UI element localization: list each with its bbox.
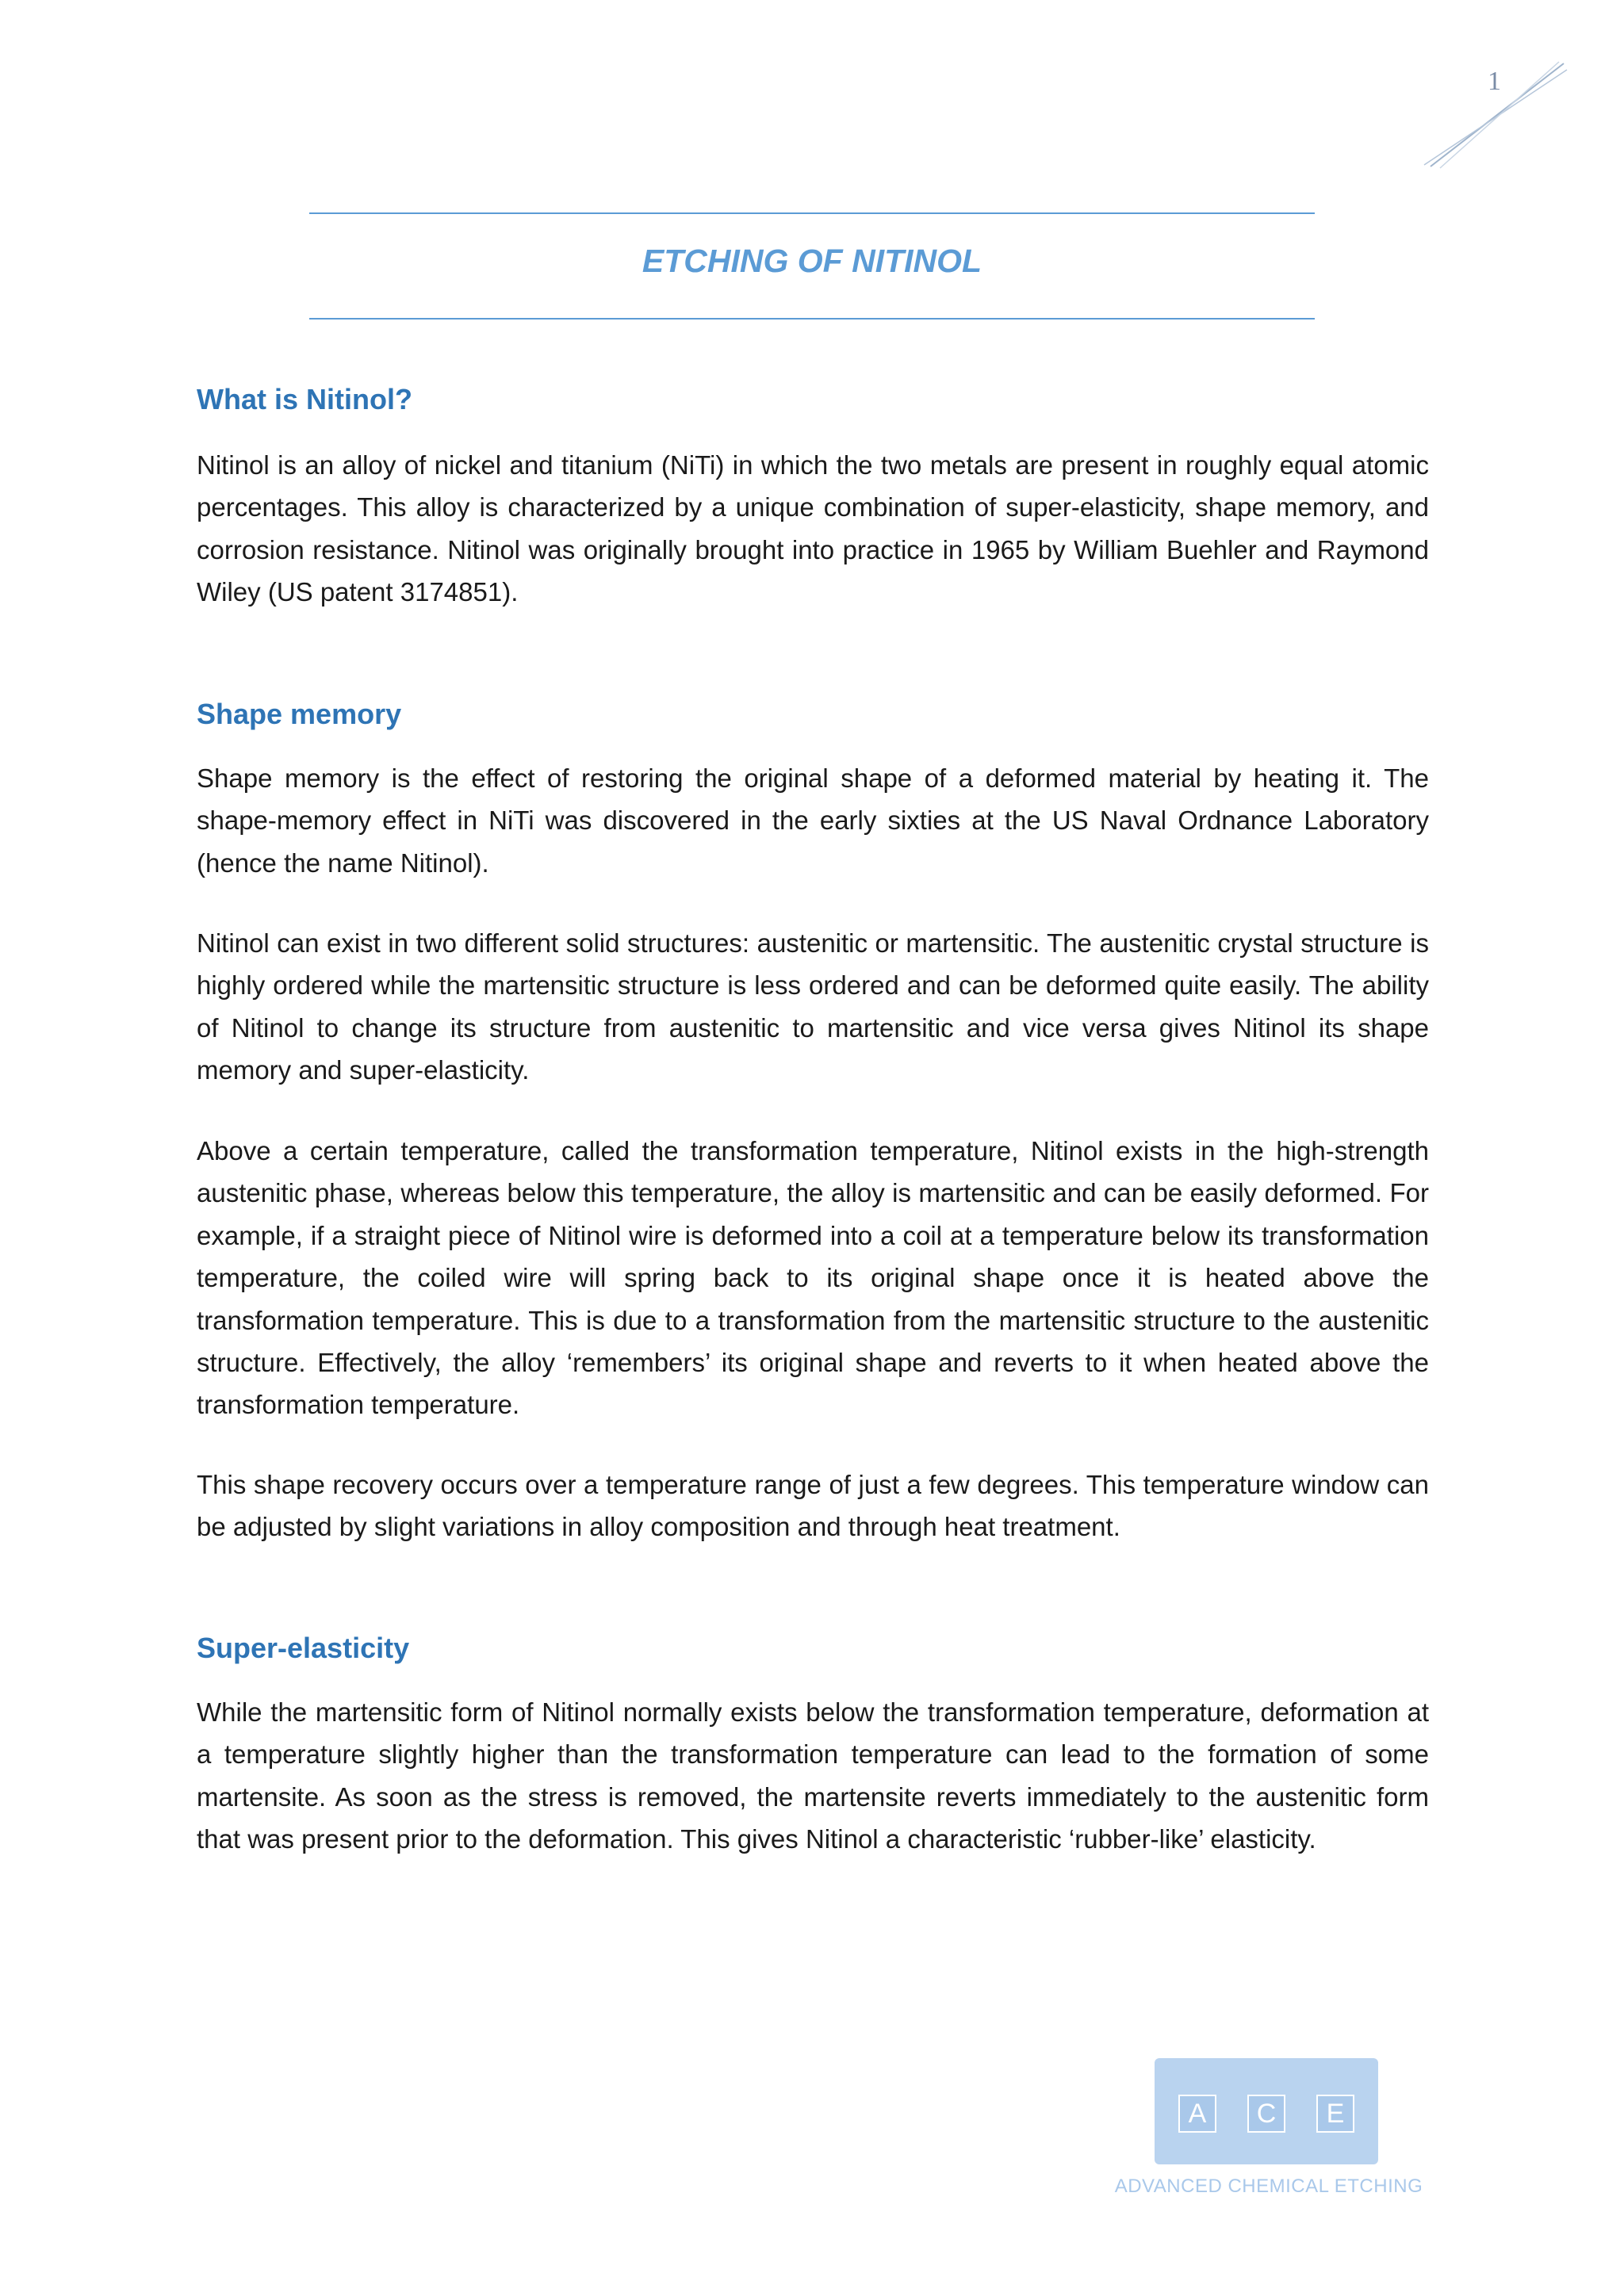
section-heading: Super-elasticity [197,1632,410,1664]
title-rule-top [309,212,1315,214]
corner-decoration [1419,59,1570,178]
logo-emblem [1155,2058,1378,2164]
logo-caption: ADVANCED CHEMICAL ETCHING [1114,2175,1423,2197]
paragraph: While the martensitic form of Nitinol normally exists below the transformation temperature, deformation at a temperature slightly higher than the transformation temperature can lead to the formation of some martensite. As soon as the stress is removed, the martensite reverts immediately to the austenitic form that was present prior to the deformation. This gives Nitinol a characteristic ‘rubber-like’ elasticity. [197,1697,1429,1854]
logo-letter: A [1178,2095,1216,2133]
logo-letter: E [1316,2095,1354,2133]
title-rule-bottom [309,318,1315,320]
paragraph: This shape recovery occurs over a temperature range of just a few degrees. This temperature window can be adjusted by slight variations in alloy composition and through heat treatment. [197,1470,1429,1542]
section-heading: Shape memory [197,698,402,730]
paragraph: Nitinol can exist in two different solid structures: austenitic or martensitic. The austenitic crystal structure is highly ordered while the martensitic structure is less ordered and can be deformed quite easily. The ability of Nitinol to change its structure from austenitic to martensitic and vice versa gives Nitinol its shape memory and super-elasticity. [197,928,1429,1085]
paragraph: Nitinol is an alloy of nickel and titanium (NiTi) in which the two metals are present in roughly equal atomic percentages. This alloy is characterized by a unique combination of super-elasticity, shape memory, and corrosion resistance. Nitinol was originally brought into practice in 1965 by William Buehler and Raymond Wiley (US patent 3174851). [197,450,1429,607]
document-title: ETCHING OF NITINOL [642,243,982,279]
logo-letter: C [1247,2095,1285,2133]
page-number: 1 [1488,67,1501,96]
company-logo [1102,2058,1435,2201]
section-heading: What is Nitinol? [197,383,412,415]
paragraph: Shape memory is the effect of restoring the original shape of a deformed material by heating it. The shape-memory effect in NiTi was discovered in the early sixties at the US Naval Ordnance Laboratory (hence the name Nitinol). [197,763,1429,878]
paragraph: Above a certain temperature, called the transformation temperature, Nitinol exists in the high-strength austenitic phase, whereas below this temperature, the alloy is martensitic and can be easily deformed. For example, if a straight piece of Nitinol wire is deformed into a coil at a temperature below its transformation temperature, the coiled wire will spring back to its original shape once it is heated above the transformation temperature. This is due to a transformation from the martensitic structure to the austenitic structure. Effectively, the alloy ‘remembers’ its original shape and reverts to it when heated above the transformation temperature. [197,1136,1429,1420]
